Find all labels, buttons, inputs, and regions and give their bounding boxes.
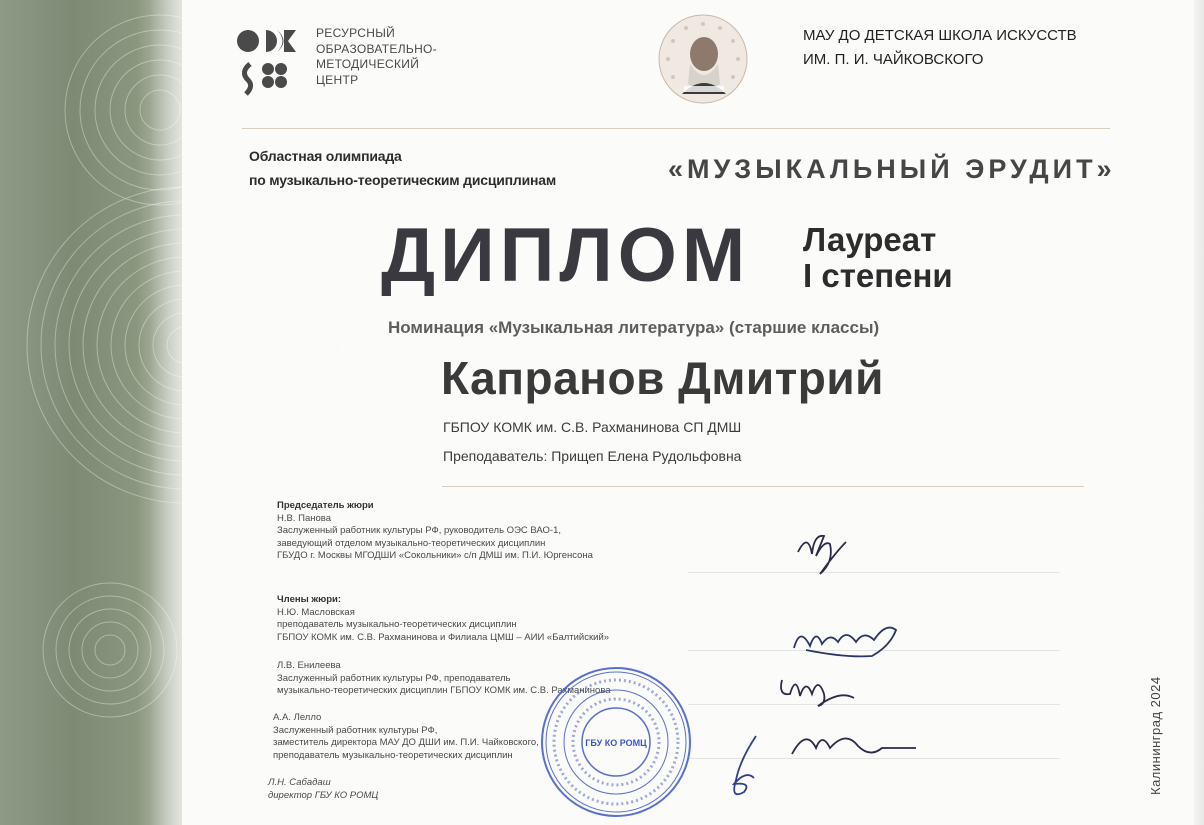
org-right-line: ИМ. П. И. ЧАЙКОВСКОГО <box>803 51 984 68</box>
jury-member-name: Л.В. Енилеева <box>277 660 341 671</box>
jury-member-line: Заслуженный работник культуры РФ, <box>273 724 438 736</box>
jury-members-heading: Члены жюри: <box>277 594 342 605</box>
jury-chair-heading: Председатель жюри <box>277 500 374 511</box>
diploma-title: ДИПЛОМ <box>381 213 751 298</box>
signature-line <box>688 704 1060 705</box>
olympiad-line: Областная олимпиада <box>249 148 402 164</box>
divider-bottom <box>442 486 1084 487</box>
olympiad-description <box>249 144 629 192</box>
official-stamp <box>538 664 694 820</box>
org-left-line: МЕТОДИЧЕСКИЙ <box>316 57 420 71</box>
laureate-line: Лауреат <box>803 221 937 258</box>
laureate-line: I степени <box>803 257 953 294</box>
jury-member-line: преподаватель музыкально-теоретических дисциплин <box>273 749 513 761</box>
jury-members-block <box>277 594 609 644</box>
signature-member-2 <box>774 660 864 710</box>
org-left-line: РЕСУРСНЫЙ <box>316 26 396 40</box>
signature-line <box>688 572 1060 573</box>
concentric-circles-decor <box>0 0 420 825</box>
jury-member-line: ГБПОУ КОМК им. С.В. Рахманинова и Филиала ЦМШ – АИИ «Балтийский» <box>277 631 610 643</box>
olympiad-title: «МУЗЫКАЛЬНЫЙ ЭРУДИТ» <box>668 154 1116 184</box>
jury-member-line: музыкально-теоретических дисциплин ГБПОУ КОМК им. С.В. Рахманинова <box>277 685 611 696</box>
jury-member-line: заместитель директора МАУ ДО ДШИ им. П.И. Чайковского, <box>273 737 539 748</box>
org-right-line: МАУ ДО ДЕТСКАЯ ШКОЛА ИСКУССТВ <box>803 27 1077 44</box>
signature-member-1 <box>786 608 916 668</box>
jury-chair-line: ГБУДО г. Москвы МГОДШИ «Сокольники» с/п ДМШ им. П.И. Юргенсона <box>277 550 593 561</box>
org-right-name <box>803 24 1123 72</box>
romc-logo <box>236 24 304 96</box>
director-name: Л.Н. Сабадаш <box>268 777 331 788</box>
org-left-name <box>316 26 476 88</box>
jury-chair-block <box>277 500 593 563</box>
nomination: Номинация «Музыкальная литература» (старшие классы) <box>388 318 880 337</box>
org-left-line: ОБРАЗОВАТЕЛЬНО- <box>316 41 437 56</box>
olympiad-line: по музыкально-теоретическим дисциплинам <box>249 172 556 188</box>
org-left-line: ЦЕНТР <box>316 72 359 87</box>
jury-chair-line: Заслуженный работник культуры РФ, руководитель ОЭС ВАО-1, <box>277 525 562 536</box>
tchaikovsky-portrait-emblem <box>658 14 748 104</box>
recipient-name: Капранов Дмитрий <box>441 352 884 404</box>
divider-top <box>242 128 1110 129</box>
jury-chair-line: заведующий отделом музыкально-теоретических дисциплин <box>277 537 546 549</box>
jury-member-name: А.А. Лелло <box>273 712 322 723</box>
signature-chair <box>790 522 860 582</box>
page-edge <box>1194 0 1204 825</box>
jury-member-block <box>273 712 539 762</box>
laureate-degree <box>803 222 1003 294</box>
jury-member-name: Н.Ю. Масловская <box>277 606 355 618</box>
recipient-teacher: Преподаватель: Прищеп Елена Рудольфовна <box>443 448 742 464</box>
signature-member-3 <box>786 718 926 768</box>
jury-member-line: преподаватель музыкально-теоретических дисциплин <box>277 619 517 630</box>
director-title: директор ГБУ КО РОМЦ <box>268 789 379 801</box>
signature-director <box>716 730 766 810</box>
director-block <box>268 777 378 802</box>
stamp-center-text: ГБУ КО РОМЦ <box>585 738 647 748</box>
jury-member-line: Заслуженный работник культуры РФ, преподаватель <box>277 672 511 684</box>
city-year: Калининград 2024 <box>1148 676 1163 795</box>
jury-chair-name: Н.В. Панова <box>277 512 331 524</box>
recipient-school: ГБПОУ КОМК им. С.В. Рахманинова СП ДМШ <box>443 419 742 435</box>
